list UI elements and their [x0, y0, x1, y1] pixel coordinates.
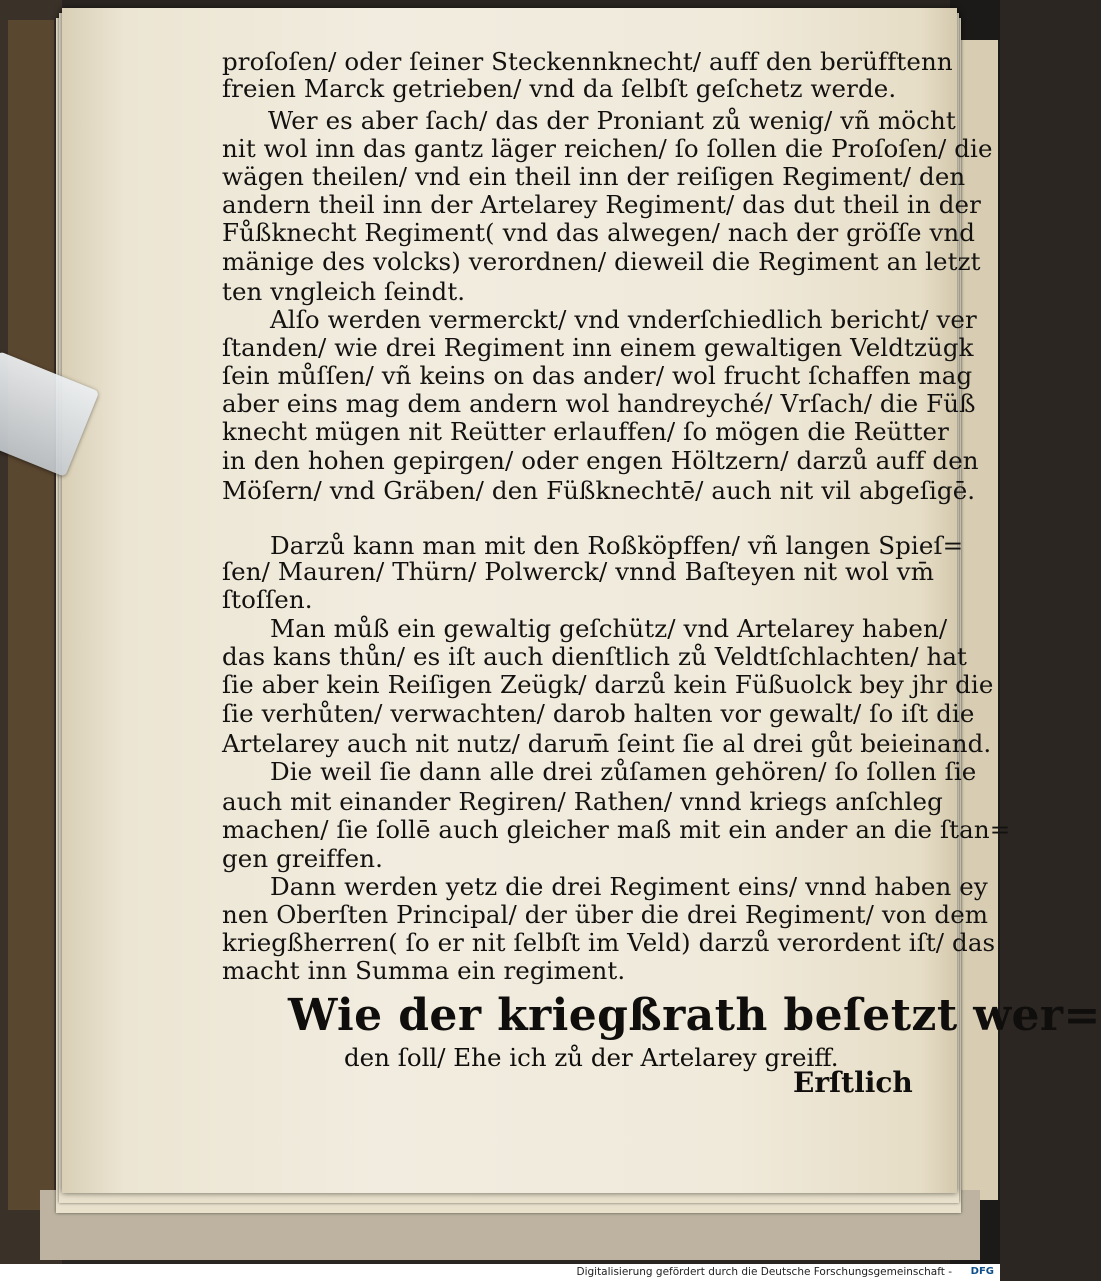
catchword: Erſtlich: [793, 1066, 913, 1099]
text-line: ſie verhůten/ verwachten/ darob halten vor gewalt/ ſo iſt die: [222, 699, 975, 728]
text-line: andern theil inn der Artelarey Regiment/ das dut theil in der: [222, 190, 981, 219]
text-line: in den hohen gepirgen/ oder engen Höltzern/ darzů auff den: [222, 446, 979, 475]
text-line: kriegßherren( ſo er nit ſelbſt im Veld) darzů verordent iſt/ das: [222, 928, 996, 957]
text-line: Alſo werden vermerckt/ vnd vnderſchiedlich bericht/ ver: [270, 305, 977, 334]
text-line: ten vngleich ſeindt.: [222, 277, 466, 306]
text-line: macht inn Summa ein regiment.: [222, 956, 626, 985]
text-line: ſein můſſen/ vñ keins on das ander/ wol frucht ſchaffen mag: [222, 361, 973, 390]
text-line: proſoſen/ oder ſeiner Steckennknecht/ auff den berüfftenn: [222, 47, 953, 76]
section-heading: Wie der kriegßrath beſetzt wer=: [288, 990, 1101, 1041]
text-line: Darzů kann man mit den Roßköpffen/ vñ langen Spieſ=: [270, 531, 964, 560]
text-line: Möſern/ vnd Gräben/ den Füßknechtē/ auch nit vil abgeſigē.: [222, 476, 976, 505]
text-line: ſen/ Mauren/ Thürn/ Polwerck/ vnnd Baſteyen nit wol vm̄: [222, 557, 935, 586]
text-line: Die weil ſie dann alle drei zůſamen gehören/ ſo ſollen ſie: [270, 757, 977, 786]
text-line: Wer es aber ſach/ das der Proniant zů wenig/ vñ möcht: [268, 106, 956, 135]
text-line: Dann werden yetz die drei Regiment eins/ vnnd haben ey: [270, 872, 988, 901]
text-line: aber eins mag dem andern wol handreyché/ Vrſach/ die Füß: [222, 389, 976, 418]
text-line: wägen theilen/ vnd ein theil inn der reiſigen Regiment/ den: [222, 162, 966, 191]
text-line: ſtoſſen.: [222, 585, 313, 614]
text-line: das kans thůn/ es iſt auch dienſtlich zů Veldtſchlachten/ hat: [222, 642, 967, 671]
text-line: ſie aber kein Reiſigen Zeügk/ darzů kein Füßuolck bey jhr die: [222, 670, 994, 699]
text-line: nit wol inn das gantz läger reichen/ ſo ſollen die Proſoſen/ die: [222, 134, 993, 163]
text-line: auch mit einander Regiren/ Rathen/ vnnd kriegs anſchleg: [222, 787, 943, 816]
footer-credit-text: Digitalisierung gefördert durch die Deutsche Forschungsgemeinschaft -: [576, 1266, 952, 1278]
text-line: Artelarey auch nit nutz/ darum̄ ſeint ſie al drei gůt beieinand.: [222, 729, 992, 758]
section-heading-continuation: den ſoll/ Ehe ich zů der Artelarey greiff.: [344, 1043, 839, 1072]
text-line: ſtanden/ wie drei Regiment inn einem gewaltigen Veldtzügk: [222, 333, 974, 362]
text-line: nen Oberſten Principal/ der über die drei Regiment/ von dem: [222, 900, 989, 929]
text-line: Man můß ein gewaltig geſchütz/ vnd Artelarey haben/: [270, 614, 948, 643]
text-line: freien Marck getrieben/ vnd da ſelbſt geſchetz werde.: [222, 74, 897, 103]
text-line: machen/ ſie ſollē auch gleicher maß mit ein ander an die ſtan=: [222, 815, 1011, 844]
text-line: gen greiffen.: [222, 844, 383, 873]
dfg-logo: DFG: [970, 1266, 994, 1277]
text-line: knecht mügen nit Reütter erlauffen/ ſo mögen die Reütter: [222, 417, 949, 446]
text-line: mänige des volcks) verordnen/ dieweil die Regiment an letzt: [222, 247, 981, 276]
text-line: Fůßknecht Regiment( vnd das alwegen/ nach der gröſſe vnd: [222, 218, 976, 247]
